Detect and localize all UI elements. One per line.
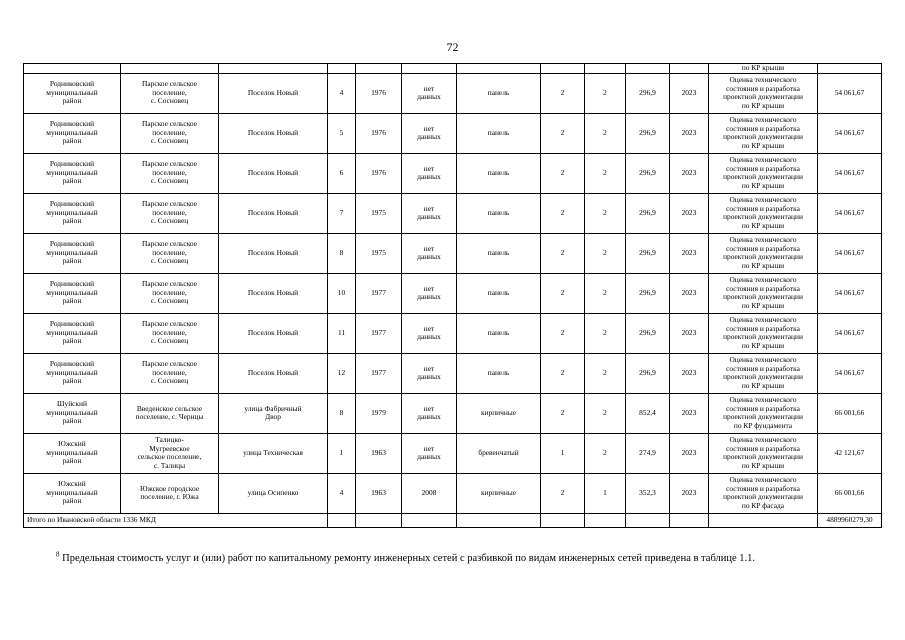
cell-house: 5 xyxy=(328,113,356,153)
cell-settlement: Южское городское поселение, г. Южа xyxy=(121,473,219,513)
cell-area: 296,9 xyxy=(626,233,670,273)
cell-settlement: Парское сельское поселение, с. Сосновец xyxy=(121,313,219,353)
cell-area xyxy=(626,64,670,74)
cell-year-renovated: нет данных xyxy=(402,193,457,233)
cell-house xyxy=(328,64,356,74)
cell-work: Оценка технического состояния и разработка проектной документации по КР крыши xyxy=(709,353,818,393)
cell-street: Поселок Новый xyxy=(219,353,328,393)
cell-district: Родниковский муниципальный район xyxy=(24,313,121,353)
cell-entrances: 2 xyxy=(585,313,626,353)
cell-plan-year: 2023 xyxy=(670,393,709,433)
cell-cost: 54 061,67 xyxy=(818,273,882,313)
cell-cost: 54 061,67 xyxy=(818,313,882,353)
cell-entrances: 2 xyxy=(585,113,626,153)
cell-work: Оценка технического состояния и разработка проектной документации по КР крыши xyxy=(709,73,818,113)
cell-wall: панель xyxy=(457,313,541,353)
cell-year-built: 1963 xyxy=(356,473,402,513)
cell-plan-year: 2023 xyxy=(670,353,709,393)
cell-year-built: 1977 xyxy=(356,313,402,353)
total-empty-cell xyxy=(457,513,541,527)
cell-house: 1 xyxy=(328,433,356,473)
cell-area: 296,9 xyxy=(626,73,670,113)
cell-settlement: Парское сельское поселение, с. Сосновец xyxy=(121,113,219,153)
cell-cost: 54 061,67 xyxy=(818,233,882,273)
total-row xyxy=(24,513,882,527)
cell-street: Поселок Новый xyxy=(219,113,328,153)
cell-entrances: 2 xyxy=(585,353,626,393)
cell-cost: 54 061,67 xyxy=(818,153,882,193)
cell-district: Южский муниципальный район xyxy=(24,473,121,513)
cell-floors: 2 xyxy=(541,273,585,313)
cell-entrances: 2 xyxy=(585,73,626,113)
cell-work: Оценка технического состояния и разработка проектной документации по КР фасада xyxy=(709,473,818,513)
cell-district: Родниковский муниципальный район xyxy=(24,233,121,273)
cell-year-renovated: нет данных xyxy=(402,393,457,433)
cell-wall: панель xyxy=(457,193,541,233)
cell-year-renovated: нет данных xyxy=(402,273,457,313)
cell-settlement: Введенское сельское поселение, с. Чернцы xyxy=(121,393,219,433)
cell-district: Родниковский муниципальный район xyxy=(24,73,121,113)
table-row xyxy=(24,433,882,473)
cell-area: 852,4 xyxy=(626,393,670,433)
cell-house: 12 xyxy=(328,353,356,393)
cell-year-built: 1976 xyxy=(356,153,402,193)
total-empty-cell xyxy=(670,513,709,527)
cell-district: Южский муниципальный район xyxy=(24,433,121,473)
cell-street xyxy=(219,64,328,74)
cell-wall: панель xyxy=(457,273,541,313)
cell-plan-year: 2023 xyxy=(670,313,709,353)
cell-plan-year: 2023 xyxy=(670,73,709,113)
cell-year-built: 1977 xyxy=(356,273,402,313)
table-row xyxy=(24,393,882,433)
cell-area: 296,9 xyxy=(626,273,670,313)
cell-street: улица Техническая xyxy=(219,433,328,473)
total-empty-cell xyxy=(709,513,818,527)
total-label: Итого по Ивановской области 1336 МКД xyxy=(24,513,328,527)
cell-floors: 2 xyxy=(541,393,585,433)
table-row xyxy=(24,473,882,513)
cell-plan-year: 2023 xyxy=(670,113,709,153)
cell-plan-year: 2023 xyxy=(670,273,709,313)
cell-settlement xyxy=(121,64,219,74)
cell-year-built xyxy=(356,64,402,74)
cell-cost: 54 061,67 xyxy=(818,113,882,153)
cell-district: Родниковский муниципальный район xyxy=(24,273,121,313)
cell-work: Оценка технического состояния и разработка проектной документации по КР крыши xyxy=(709,113,818,153)
cell-work: Оценка технического состояния и разработка проектной документации по КР крыши xyxy=(709,153,818,193)
cell-floors: 2 xyxy=(541,233,585,273)
cell-wall: панель xyxy=(457,353,541,393)
cell-year-renovated: нет данных xyxy=(402,153,457,193)
mkd-repair-table xyxy=(23,63,882,528)
cell-district: Родниковский муниципальный район xyxy=(24,193,121,233)
total-empty-cell xyxy=(541,513,585,527)
cell-street: Поселок Новый xyxy=(219,193,328,233)
cell-work: Оценка технического состояния и разработка проектной документации по КР крыши xyxy=(709,433,818,473)
cell-wall xyxy=(457,64,541,74)
total-empty-cell xyxy=(356,513,402,527)
cell-plan-year: 2023 xyxy=(670,433,709,473)
table-row xyxy=(24,233,882,273)
cell-area: 296,9 xyxy=(626,193,670,233)
cell-entrances: 2 xyxy=(585,233,626,273)
cell-house: 11 xyxy=(328,313,356,353)
cell-cost: 54 061,67 xyxy=(818,353,882,393)
cell-floors: 2 xyxy=(541,73,585,113)
cell-house: 8 xyxy=(328,393,356,433)
table-row xyxy=(24,153,882,193)
cell-wall: бревенчатый xyxy=(457,433,541,473)
cell-street: Поселок Новый xyxy=(219,313,328,353)
footnote-text: Предельная стоимость услуг и (или) работ по капитальному ремонту инженерных сетей с разбивкой по видам инженерных сетей приведена в таблице 1.1. xyxy=(59,553,756,564)
table-row xyxy=(24,113,882,153)
cell-year-built: 1976 xyxy=(356,73,402,113)
total-empty-cell xyxy=(585,513,626,527)
table-row xyxy=(24,313,882,353)
total-empty-cell xyxy=(328,513,356,527)
cell-year-built: 1975 xyxy=(356,233,402,273)
cell-work: Оценка технического состояния и разработка проектной документации по КР крыши xyxy=(709,233,818,273)
cell-district: Шуйский муниципальный район xyxy=(24,393,121,433)
cell-district: Родниковский муниципальный район xyxy=(24,353,121,393)
cell-settlement: Парское сельское поселение, с. Сосновец xyxy=(121,233,219,273)
cell-work: Оценка технического состояния и разработка проектной документации по КР фундамента xyxy=(709,393,818,433)
cell-wall: панель xyxy=(457,73,541,113)
cell-street: улица Фабричный Двор xyxy=(219,393,328,433)
cell-settlement: Парское сельское поселение, с. Сосновец xyxy=(121,153,219,193)
cell-area: 296,9 xyxy=(626,313,670,353)
cell-settlement: Парское сельское поселение, с. Сосновец xyxy=(121,353,219,393)
cell-year-renovated xyxy=(402,64,457,74)
cell-entrances: 2 xyxy=(585,393,626,433)
cell-plan-year: 2023 xyxy=(670,153,709,193)
footnote-marker: 8 xyxy=(56,550,60,559)
cell-area: 296,9 xyxy=(626,353,670,393)
cell-floors: 2 xyxy=(541,473,585,513)
cell-year-renovated: нет данных xyxy=(402,353,457,393)
cell-cost: 54 061,67 xyxy=(818,73,882,113)
cell-floors: 2 xyxy=(541,113,585,153)
cell-cost xyxy=(818,64,882,74)
cell-wall: кирпичные xyxy=(457,393,541,433)
cell-year-renovated: нет данных xyxy=(402,433,457,473)
cell-house: 6 xyxy=(328,153,356,193)
cell-entrances: 1 xyxy=(585,473,626,513)
cell-year-renovated: нет данных xyxy=(402,73,457,113)
cell-house: 8 xyxy=(328,233,356,273)
table-body xyxy=(24,64,882,528)
cell-floors: 1 xyxy=(541,433,585,473)
cell-year-renovated: нет данных xyxy=(402,313,457,353)
cell-work: Оценка технического состояния и разработка проектной документации по КР крыши xyxy=(709,193,818,233)
cell-work: по КР крыши xyxy=(709,64,818,74)
table-row xyxy=(24,353,882,393)
continuation-row xyxy=(24,64,882,74)
cell-cost: 42 121,67 xyxy=(818,433,882,473)
total-value: 4889960279,30 xyxy=(818,513,882,527)
total-empty-cell xyxy=(626,513,670,527)
cell-work: Оценка технического состояния и разработка проектной документации по КР крыши xyxy=(709,313,818,353)
cell-area: 296,9 xyxy=(626,153,670,193)
cell-district: Родниковский муниципальный район xyxy=(24,113,121,153)
cell-year-built: 1976 xyxy=(356,113,402,153)
cell-wall: кирпичные xyxy=(457,473,541,513)
cell-street: Поселок Новый xyxy=(219,73,328,113)
cell-entrances: 2 xyxy=(585,153,626,193)
table-row xyxy=(24,273,882,313)
cell-house: 10 xyxy=(328,273,356,313)
cell-settlement: Парское сельское поселение, с. Сосновец xyxy=(121,73,219,113)
cell-entrances: 2 xyxy=(585,273,626,313)
cell-street: Поселок Новый xyxy=(219,233,328,273)
footnote xyxy=(56,552,886,565)
cell-district xyxy=(24,64,121,74)
cell-area: 296,9 xyxy=(626,113,670,153)
cell-settlement: Парское сельское поселение, с. Сосновец xyxy=(121,273,219,313)
cell-year-built: 1977 xyxy=(356,353,402,393)
cell-floors: 2 xyxy=(541,353,585,393)
cell-year-built: 1975 xyxy=(356,193,402,233)
cell-plan-year: 2023 xyxy=(670,193,709,233)
cell-wall: панель xyxy=(457,113,541,153)
cell-area: 274,9 xyxy=(626,433,670,473)
cell-work: Оценка технического состояния и разработка проектной документации по КР крыши xyxy=(709,273,818,313)
cell-street: улица Осипенко xyxy=(219,473,328,513)
table-row xyxy=(24,193,882,233)
cell-year-built: 1979 xyxy=(356,393,402,433)
cell-plan-year: 2023 xyxy=(670,233,709,273)
cell-entrances: 2 xyxy=(585,433,626,473)
cell-house: 4 xyxy=(328,473,356,513)
cell-floors: 2 xyxy=(541,193,585,233)
cell-entrances xyxy=(585,64,626,74)
cell-cost: 66 001,66 xyxy=(818,473,882,513)
cell-house: 7 xyxy=(328,193,356,233)
page-number: 72 xyxy=(446,40,459,54)
cell-settlement: Парское сельское поселение, с. Сосновец xyxy=(121,193,219,233)
cell-house: 4 xyxy=(328,73,356,113)
cell-floors xyxy=(541,64,585,74)
cell-floors: 2 xyxy=(541,313,585,353)
cell-wall: панель xyxy=(457,153,541,193)
cell-year-built: 1963 xyxy=(356,433,402,473)
cell-year-renovated: 2008 xyxy=(402,473,457,513)
cell-year-renovated: нет данных xyxy=(402,233,457,273)
cell-area: 352,3 xyxy=(626,473,670,513)
cell-street: Поселок Новый xyxy=(219,153,328,193)
cell-cost: 54 061,67 xyxy=(818,193,882,233)
cell-year-renovated: нет данных xyxy=(402,113,457,153)
cell-wall: панель xyxy=(457,233,541,273)
cell-entrances: 2 xyxy=(585,193,626,233)
cell-plan-year: 2023 xyxy=(670,473,709,513)
total-empty-cell xyxy=(402,513,457,527)
cell-cost: 66 001,66 xyxy=(818,393,882,433)
table-row xyxy=(24,73,882,113)
cell-district: Родниковский муниципальный район xyxy=(24,153,121,193)
cell-plan-year xyxy=(670,64,709,74)
cell-street: Поселок Новый xyxy=(219,273,328,313)
cell-floors: 2 xyxy=(541,153,585,193)
cell-settlement: Талицко- Мугреевское сельское поселение, с. Талицы xyxy=(121,433,219,473)
